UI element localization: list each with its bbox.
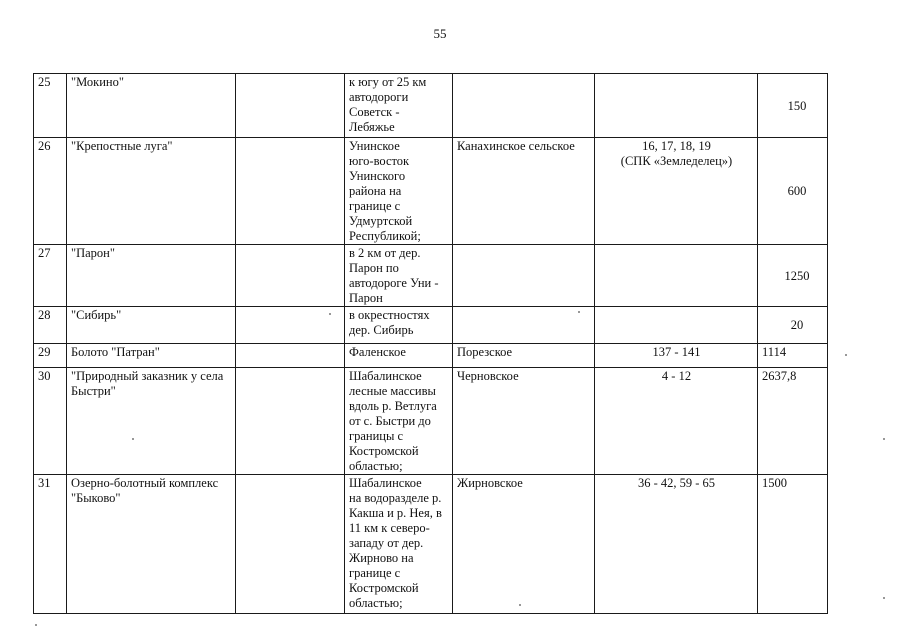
table-row bbox=[34, 344, 828, 368]
settlement-cell bbox=[453, 307, 595, 344]
row-number-cell: 27 bbox=[34, 245, 67, 307]
blank-cell bbox=[236, 344, 345, 368]
scan-speck bbox=[35, 624, 37, 626]
reserve-name-cell: Болото "Патран" bbox=[67, 344, 236, 368]
sites-cell: 4 - 12 bbox=[595, 368, 758, 475]
blank-cell bbox=[236, 475, 345, 614]
row-number-cell: 31 bbox=[34, 475, 67, 614]
scan-speck bbox=[132, 438, 134, 440]
sites-cell: 16, 17, 18, 19 (СПК «Земледелец») bbox=[595, 138, 758, 245]
table-row bbox=[34, 307, 828, 344]
settlement-cell bbox=[453, 74, 595, 138]
table-row bbox=[34, 74, 828, 138]
sites-cell: 36 - 42, 59 - 65 bbox=[595, 475, 758, 614]
scan-speck bbox=[578, 311, 580, 313]
area-cell: 1500 bbox=[758, 475, 828, 614]
area-cell: 150 bbox=[758, 74, 828, 138]
reserve-name-cell: "Сибирь" bbox=[67, 307, 236, 344]
row-number-cell: 29 bbox=[34, 344, 67, 368]
table-row bbox=[34, 475, 828, 614]
location-cell: к югу от 25 км автодороги Советск - Лебяжье bbox=[345, 74, 453, 138]
blank-cell bbox=[236, 245, 345, 307]
scan-speck bbox=[329, 313, 331, 315]
area-cell: 1250 bbox=[758, 245, 828, 307]
location-cell: в 2 км от дер. Парон по автодороге Уни - Парон bbox=[345, 245, 453, 307]
location-cell: в окрестностях дер. Сибирь bbox=[345, 307, 453, 344]
blank-cell bbox=[236, 368, 345, 475]
area-cell: 2637,8 bbox=[758, 368, 828, 475]
page-number: 55 bbox=[433, 26, 447, 41]
settlement-cell: Канахинское сельское bbox=[453, 138, 595, 245]
sites-cell bbox=[595, 245, 758, 307]
location-cell: Шабалинское лесные массивы вдоль р. Ветлуга от с. Быстри до границы с Костромской областью; bbox=[345, 368, 453, 475]
sites-cell: 137 - 141 bbox=[595, 344, 758, 368]
reserve-name-cell: "Мокино" bbox=[67, 74, 236, 138]
table-row bbox=[34, 138, 828, 245]
table-body bbox=[34, 74, 828, 614]
blank-cell bbox=[236, 307, 345, 344]
reserve-name-cell: "Парон" bbox=[67, 245, 236, 307]
row-number-cell: 30 bbox=[34, 368, 67, 475]
area-cell: 20 bbox=[758, 307, 828, 344]
blank-cell bbox=[236, 74, 345, 138]
sites-cell bbox=[595, 307, 758, 344]
table-row bbox=[34, 368, 828, 475]
scan-speck bbox=[883, 597, 885, 599]
scan-speck bbox=[519, 604, 521, 606]
reserve-name-cell: "Природный заказник у села Быстри" bbox=[67, 368, 236, 475]
settlement-cell bbox=[453, 245, 595, 307]
scan-speck bbox=[883, 438, 885, 440]
row-number-cell: 25 bbox=[34, 74, 67, 138]
location-cell: Шабалинское на водоразделе р. Какша и р. Нея, в 11 км к северо- западу от дер. Жирново на границе с Костромской областью; bbox=[345, 475, 453, 614]
row-number-cell: 28 bbox=[34, 307, 67, 344]
location-cell: Унинское юго-восток Унинского района на границе с Удмуртской Республикой; bbox=[345, 138, 453, 245]
reserve-name-cell: "Крепостные луга" bbox=[67, 138, 236, 245]
reserves-table bbox=[33, 73, 828, 614]
reserve-name-cell: Озерно-болотный комплекс "Быково" bbox=[67, 475, 236, 614]
scan-speck bbox=[845, 354, 847, 356]
area-cell: 600 bbox=[758, 138, 828, 245]
settlement-cell: Порезское bbox=[453, 344, 595, 368]
area-cell: 1114 bbox=[758, 344, 828, 368]
location-cell: Фаленское bbox=[345, 344, 453, 368]
sites-cell bbox=[595, 74, 758, 138]
blank-cell bbox=[236, 138, 345, 245]
row-number-cell: 26 bbox=[34, 138, 67, 245]
table-row bbox=[34, 245, 828, 307]
settlement-cell: Черновское bbox=[453, 368, 595, 475]
settlement-cell: Жирновское bbox=[453, 475, 595, 614]
